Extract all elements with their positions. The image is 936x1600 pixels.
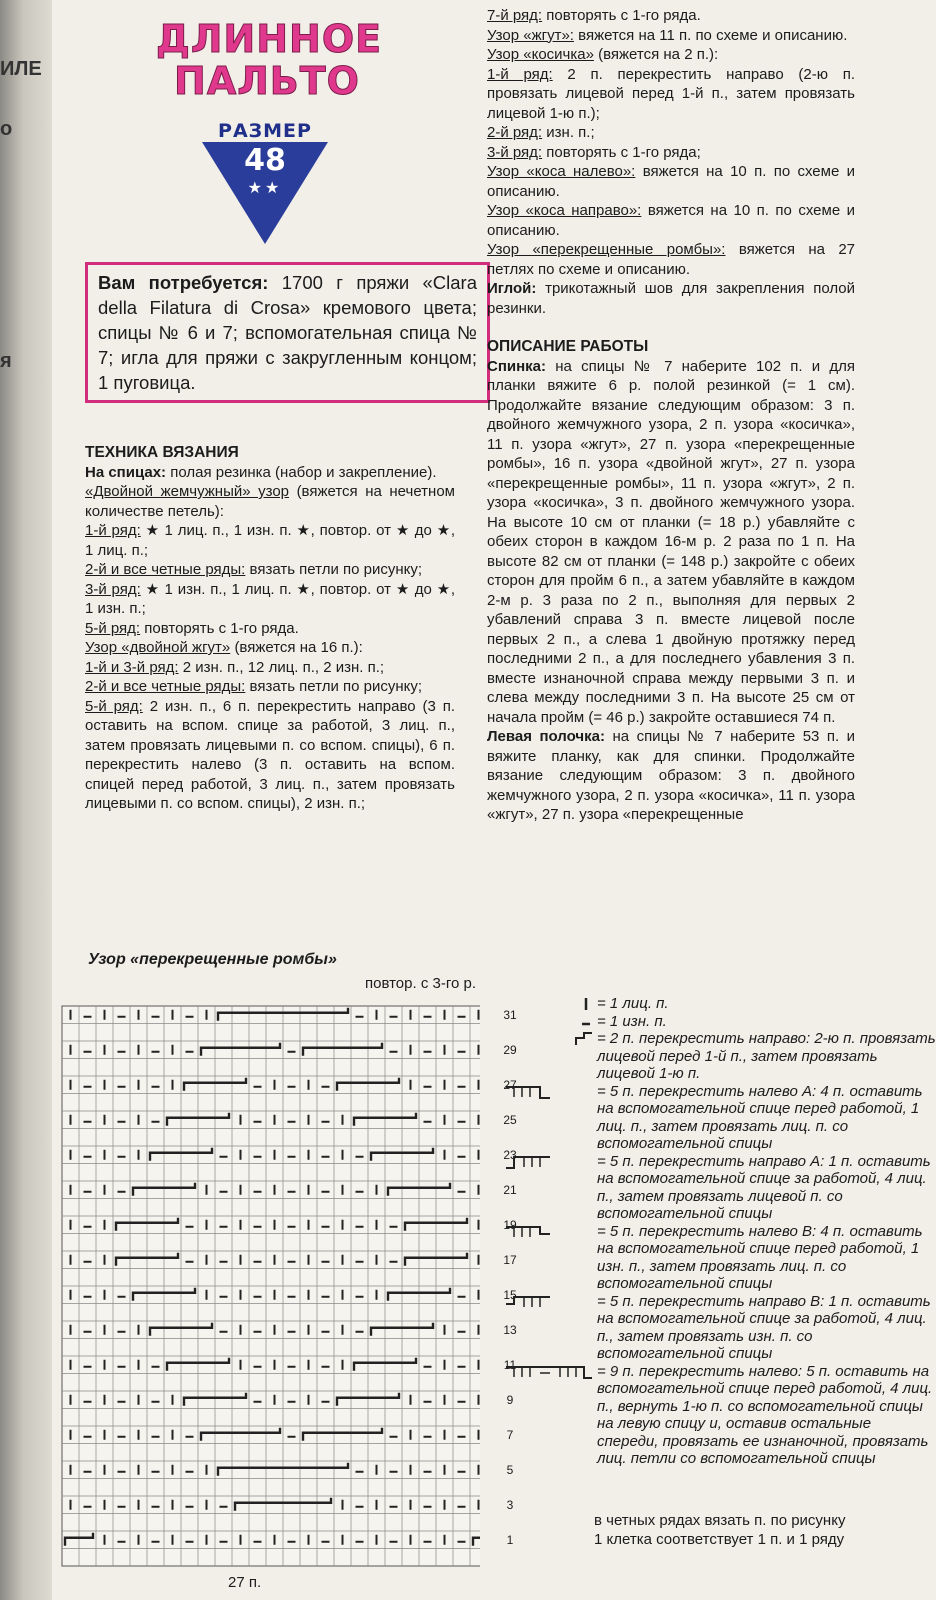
row-instruction: [487, 123, 855, 143]
chart-row-number: 1: [506, 1533, 514, 1547]
chart-row-number: 17: [503, 1253, 517, 1267]
cross-2-right-icon: [506, 1030, 592, 1048]
chart-row-number: 31: [503, 1008, 517, 1022]
pattern-note: (вяжется на нечетном количестве петель):: [85, 483, 455, 520]
magazine-page: [52, 0, 936, 1600]
technique-text: полая резинка (набор и закрепление).: [170, 463, 437, 481]
row-text: вяжется на 27 петлях по схеме и описанию.: [487, 241, 856, 278]
chart-row-number: 19: [503, 1218, 517, 1232]
row-label: 2-й и все четные ряды:: [85, 561, 246, 578]
row-instruction: [85, 580, 455, 619]
row-label: 1-й и 3-й ряд:: [85, 658, 179, 676]
chart-title: Узор «перекрещенные ромбы»: [88, 951, 337, 968]
row-instruction: [85, 658, 455, 678]
row-text: вязать петли по рисунку;: [249, 561, 423, 578]
chart-legend: [506, 995, 936, 1468]
row-text: 2 изн. п., 6 п. перекрестить направо (3 п. оставить на вспом. спице за работой, 3 лиц. п., затем провязать лицевыми п. со вспом. спицы), 6 п. перекрестить налево (3 п. оставить на вспом. спицей перед работой, 3 лиц. п., затем провязать лицевыми п. со вспом. спицы), 2 изн. п.;: [85, 697, 455, 812]
technique-paragraph: [85, 463, 455, 483]
legend-text: = 2 п. перекрестить направо: 2-ю п. провязать лицевой перед 1-й п., затем провязать лицевой 1-ю п.: [597, 1030, 936, 1082]
legend-text: = 5 п. перекрестить налево А: 4 п. оставить на вспомогательной спице перед работой, 1 лиц. п., затем провязать лиц. п. со вспомогательной спицы: [597, 1082, 923, 1152]
instructions-column: [487, 6, 855, 825]
double-seed-paragraph: [85, 482, 455, 521]
cross-5-left-a-icon: [506, 1083, 592, 1101]
legend-item: [506, 1223, 936, 1293]
chart-row-number: 3: [506, 1498, 514, 1512]
row-label: Узор «коса налево»:: [487, 163, 636, 180]
chart-notes: [594, 1511, 845, 1549]
row-label: 5-й ряд:: [85, 619, 141, 637]
front-label: Левая полочка:: [487, 728, 605, 745]
needle-label: Иглой:: [487, 280, 537, 297]
materials-box: [85, 262, 490, 403]
chart-row-number: 15: [503, 1288, 517, 1302]
title-line: ПАЛЬТО: [174, 59, 360, 103]
row-instruction: [487, 26, 855, 46]
row-label: 7-й ряд:: [487, 7, 543, 24]
back-paragraph: [487, 357, 855, 728]
chart-row-number: 25: [503, 1113, 517, 1127]
legend-item: [506, 1363, 936, 1468]
row-text: повторять с 1-го ряда.: [546, 7, 701, 24]
left-page-fragment: о: [0, 118, 13, 140]
row-instruction: [85, 521, 455, 560]
needle-text: трикотажный шов для закрепления полой резинки.: [487, 280, 856, 317]
row-instruction: [487, 162, 855, 201]
materials-heading: Вам потребуется:: [98, 272, 269, 293]
work-heading: ОПИСАНИЕ РАБОТЫ: [487, 338, 649, 355]
legend-item: [506, 1013, 936, 1031]
row-label: 5-й ряд:: [85, 697, 143, 715]
legend-item: [506, 1153, 936, 1223]
materials-text: 1700 г пряжи «Clara della Filatura di Crosa» кремового цвета; спицы № 6 и 7; вспомогательная спица № 7; игла для пряжи с закругленным концом; 1 пуговица.: [98, 272, 477, 393]
chart-row-number: 21: [503, 1183, 517, 1197]
row-text: 2 п. перекрестить направо (2-ю п. провязать лицевой перед 1-й п., затем провязать лицевой 1-ю п.);: [487, 65, 856, 122]
size-badge: [200, 120, 330, 250]
legend-text: = 1 изн. п.: [597, 1012, 667, 1030]
chart-note: в четных рядах вязать п. по рисунку: [594, 1512, 846, 1529]
chart-row-number: 5: [506, 1463, 514, 1477]
row-text: ★ 1 изн. п., 1 лиц. п. ★, повтор. от ★ до ★, 1 изн. п.;: [85, 580, 455, 617]
legend-text: = 5 п. перекрестить направо А: 1 п. оставить на вспомогательной спице за работой, 4 лиц. п., затем провязать лицевой п. со вспомогательной спицы: [597, 1152, 931, 1222]
chart-row-number: 11: [503, 1358, 517, 1372]
row-label: Узор «двойной жгут»: [85, 639, 231, 656]
size-number: 48: [244, 143, 286, 178]
row-text: ★ 1 лиц. п., 1 изн. п. ★, повтор. от ★ до ★, 1 лиц. п.;: [85, 522, 455, 559]
left-page-fragment: я: [0, 350, 12, 372]
row-instruction: [85, 619, 455, 639]
row-instruction: [487, 143, 855, 163]
legend-item: [506, 1293, 936, 1363]
legend-text: = 1 лиц. п.: [597, 995, 669, 1012]
chart-repeat-note: повтор. с 3-го р.: [365, 975, 476, 992]
chart-row-number: 9: [506, 1393, 514, 1407]
chart-row-number: 7: [506, 1428, 514, 1442]
cross-5-left-b-icon: [506, 1223, 592, 1241]
size-stars: ★★: [247, 180, 283, 197]
technique-column: [85, 443, 455, 814]
chart-row-number: 23: [503, 1148, 517, 1162]
knitting-chart: [10, 1000, 530, 1568]
cross-5-right-a-icon: [506, 1153, 592, 1171]
row-instruction: [85, 697, 455, 814]
title-line: ДЛИННОЕ: [156, 17, 383, 61]
row-label: 1-й ряд:: [85, 522, 141, 539]
row-label: 3-й ряд:: [487, 143, 543, 161]
row-instruction: [487, 45, 855, 65]
chart-stitch-count: 27 п.: [228, 1574, 262, 1591]
row-text: вяжется на 10 п. по схеме и описанию.: [487, 163, 856, 200]
back-label: Спинка:: [487, 357, 547, 375]
chart-row-number: 29: [503, 1043, 517, 1057]
row-instruction: [487, 65, 855, 124]
cross-5-right-b-icon: [506, 1293, 592, 1311]
front-paragraph: [487, 727, 855, 825]
size-label: РАЗМЕР: [218, 120, 312, 142]
legend-text: = 5 п. перекрестить налево В: 4 п. оставить на вспомогательной спице перед работой, 1 изн. п., затем провязать лиц. п. со вспомогательной спицы: [597, 1222, 923, 1292]
row-label: Узор «перекрещенные ромбы»:: [487, 241, 726, 258]
chart-note: 1 клетка соответствует 1 п. и 1 ряду: [594, 1531, 845, 1548]
row-instruction: [85, 638, 455, 658]
left-page-fragment: ИЛЕ: [0, 58, 42, 80]
legend-item: [506, 1030, 936, 1083]
row-text: изн. п.;: [546, 124, 595, 141]
chart-row-number: 27: [503, 1078, 517, 1092]
row-text: вяжется на 11 п. по схеме и описанию.: [578, 26, 848, 44]
row-label: 2-й и все четные ряды:: [85, 678, 246, 695]
chart-grid: [10, 1000, 480, 1568]
row-label: 3-й ряд:: [85, 580, 141, 598]
row-instruction: [487, 201, 855, 240]
pattern-name: «Двойной жемчужный» узор: [85, 483, 290, 500]
cross-9-left-icon: [506, 1363, 592, 1381]
row-text: (вяжется на 16 п.):: [234, 639, 363, 656]
needle-note: [487, 279, 855, 318]
chart-row-number: 13: [503, 1323, 517, 1337]
knit-stitch-icon: [506, 995, 592, 1013]
row-text: повторять с 1-го ряда;: [546, 143, 701, 161]
purl-stitch-icon: [506, 1013, 592, 1031]
legend-item: [506, 995, 936, 1013]
row-label: Узор «косичка»: [487, 46, 594, 63]
row-label: Узор «коса направо»:: [487, 202, 642, 219]
legend-item: [506, 1083, 936, 1153]
page-title: [156, 17, 383, 103]
row-instruction: [85, 677, 455, 697]
row-label: Узор «жгут»:: [487, 26, 574, 44]
row-label: 2-й ряд:: [487, 124, 543, 141]
row-text: (вяжется на 2 п.):: [598, 46, 719, 63]
row-label: 1-й ряд:: [487, 65, 553, 83]
back-text: на спицы № 7 наберите 102 п. и для планки вяжите 6 р. полой резинкой (= 1 см). Продолжайте вязание следующим образом: 3 п. двойного жемчужного узора, 2 п. узора «косичка», 11 п. узора «жгут», 27 п. узора «перекрещенные ромбы», 16 п. узора «двойной жгут», 27 п. узора «перекрещенные ромбы», 11 п. узора «жгут», 2 п. узора «косичка», 3 п. двойного жемчужного узора. На высоте 10 см от планки (= 18 р.) убавляйте с обеих сторон в каждом 16-м р. 2 раза по 1 п. На высоте 82 см от планки (= 148 р.) закройте с обеих сторон для пройм 6 п., а затем убавляйте в каждом 2-м р. 3 раза по 2 п., выполняя для первых 2 убавлений справа 3 п. вместе лицевой после первых 2 п., а слева 1 двойную протяжку перед последними 2 п., а для последнего убавления 3 п. вместе изнаночной справа между первыми 3 п. и слева между последними 3 п. На высоте 25 см от начала пройм (= 46 р.) закройте оставшиеся 74 п.: [487, 357, 855, 726]
row-instruction: [487, 6, 855, 26]
row-text: вязать петли по рисунку;: [249, 678, 423, 695]
row-instruction: [85, 560, 455, 580]
front-text: на спицы № 7 наберите 53 п. и вяжите планку, как для спинки. Продолжайте вязание следующим образом: 3 п. двойного жемчужного узора, 2 п. узора «косичка», 11 п. узора «жгут», 27 п. узора «перекрещенные: [487, 728, 855, 823]
row-instruction: [487, 240, 855, 279]
technique-label: На спицах:: [85, 463, 167, 481]
legend-text: = 5 п. перекрестить направо В: 1 п. оставить на вспомогательной спице за работой, 4 лиц. п., затем провязать изн. п. со вспомогательной спицы: [597, 1292, 931, 1362]
legend-text: = 9 п. перекрестить налево: 5 п. оставить на вспомогательной спице перед работой, 4 лиц. п., вернуть 1-ю п. со вспомогательной спицы на левую спицу и, оставив остальные спереди, провязать ее изнаночной, провязать лиц. петли со вспомогательной спицы: [597, 1362, 933, 1467]
row-text: вяжется на 10 п. по схеме и описанию.: [487, 202, 856, 239]
technique-heading: ТЕХНИКА ВЯЗАНИЯ: [85, 444, 239, 461]
row-text: 2 изн. п., 12 лиц. п., 2 изн. п.;: [182, 658, 385, 676]
row-text: повторять с 1-го ряда.: [144, 619, 299, 637]
